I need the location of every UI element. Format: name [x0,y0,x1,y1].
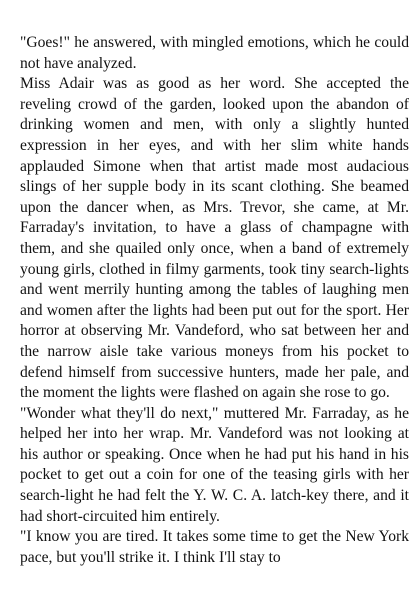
book-page-text [20,33,409,568]
paragraph-miss-adair-garden: Miss Adair was as good as her word. She accepted the reveling crowd of the garden, looked upon the abandon of drinking women and men, with only a slightly hunted expression in her eyes, and with her slim white hands applauded Simone when that artist made most audacious slings of her supple body in its scant clothing. She beamed upon the dancer when, as Mrs. Trevor, she came, at Mr. Farraday's invitation, to have a glass of champagne with them, and she quailed only once, when a band of extremely young girls, clothed in filmy garments, took tiny search-lights and went merrily hunting among the tables of laughing men and women after the lights had been put out for the sport. Her horror at observing Mr. Vandeford, who sat between her and the narrow aisle take various moneys from his pocket to defend himself from successive hunters, made her pale, and the moment the lights were flashed on again she rose to go. [20,75,409,402]
paragraph-goes-answer: "Goes!" he answered, with mingled emotions, which he could not have analyzed. [20,34,409,72]
paragraph-wonder-what-next: "Wonder what they'll do next," muttered Mr. Farraday, as he helped her into her wrap. Mr. Vandeford was not looking at his author or speaking. Once when he had put his hand in his pocket to get out a coin for one of the teasing girls with her search-light he had felt the Y. W. C. A. latch-key there, and it had short-circuited him entirely. [20,404,409,525]
paragraph-new-york-pace: "I know you are tired. It takes some time to get the New York pace, but you'll strike it. I think I'll stay to [20,528,409,566]
